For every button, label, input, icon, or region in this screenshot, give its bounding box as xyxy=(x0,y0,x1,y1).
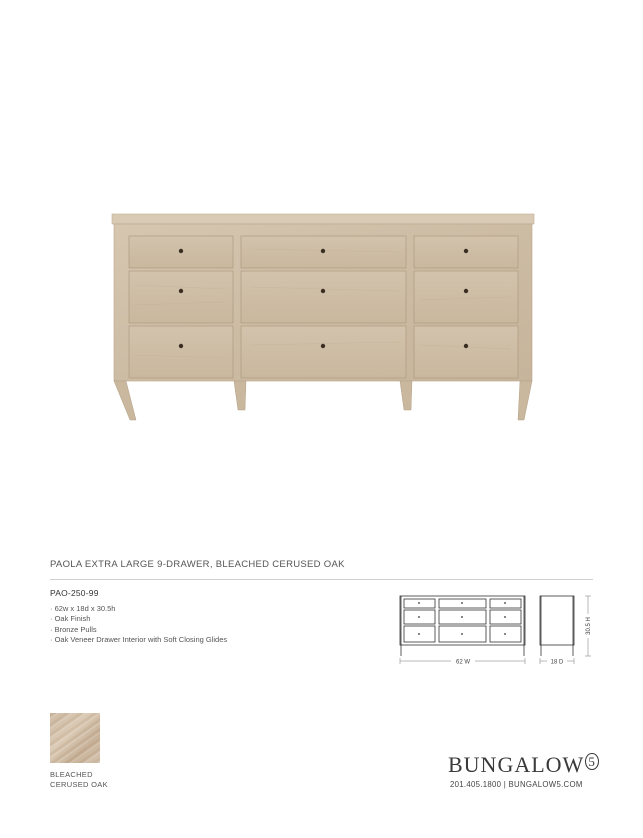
front-elevation xyxy=(400,596,525,656)
width-label: 62 W xyxy=(455,659,471,666)
divider xyxy=(50,579,593,580)
depth-label: 18 D xyxy=(550,659,564,666)
spec-item: · Oak Finish xyxy=(50,614,91,624)
finish-label-line: BLEACHED xyxy=(50,770,93,779)
product-title: PAOLA EXTRA LARGE 9-DRAWER, BLEACHED CERUSED OAK xyxy=(50,559,345,570)
finish-label xyxy=(50,770,108,789)
product-image xyxy=(100,205,545,425)
spec-item: · Oak Veneer Drawer Interior with Soft Closing Glides xyxy=(50,634,228,644)
side-elevation xyxy=(540,596,574,656)
finish-label-line: CERUSED OAK xyxy=(50,779,108,789)
spec-list xyxy=(50,604,227,645)
finish-swatch xyxy=(50,713,100,763)
product-sku: PAO-250-99 xyxy=(50,588,99,598)
spec-item: · 62w x 18d x 30.5h xyxy=(50,604,116,613)
brand-logo xyxy=(448,752,599,778)
brand-contact: 201.405.1800 | BUNGALOW5.COM xyxy=(450,780,583,789)
spec-item: · Bronze Pulls xyxy=(50,624,97,634)
brand-digit: 5 xyxy=(585,753,599,770)
brand-name: BUNGALOW xyxy=(448,752,585,777)
dimension-diagram xyxy=(395,590,605,670)
height-label: 30.5 H xyxy=(586,617,592,635)
